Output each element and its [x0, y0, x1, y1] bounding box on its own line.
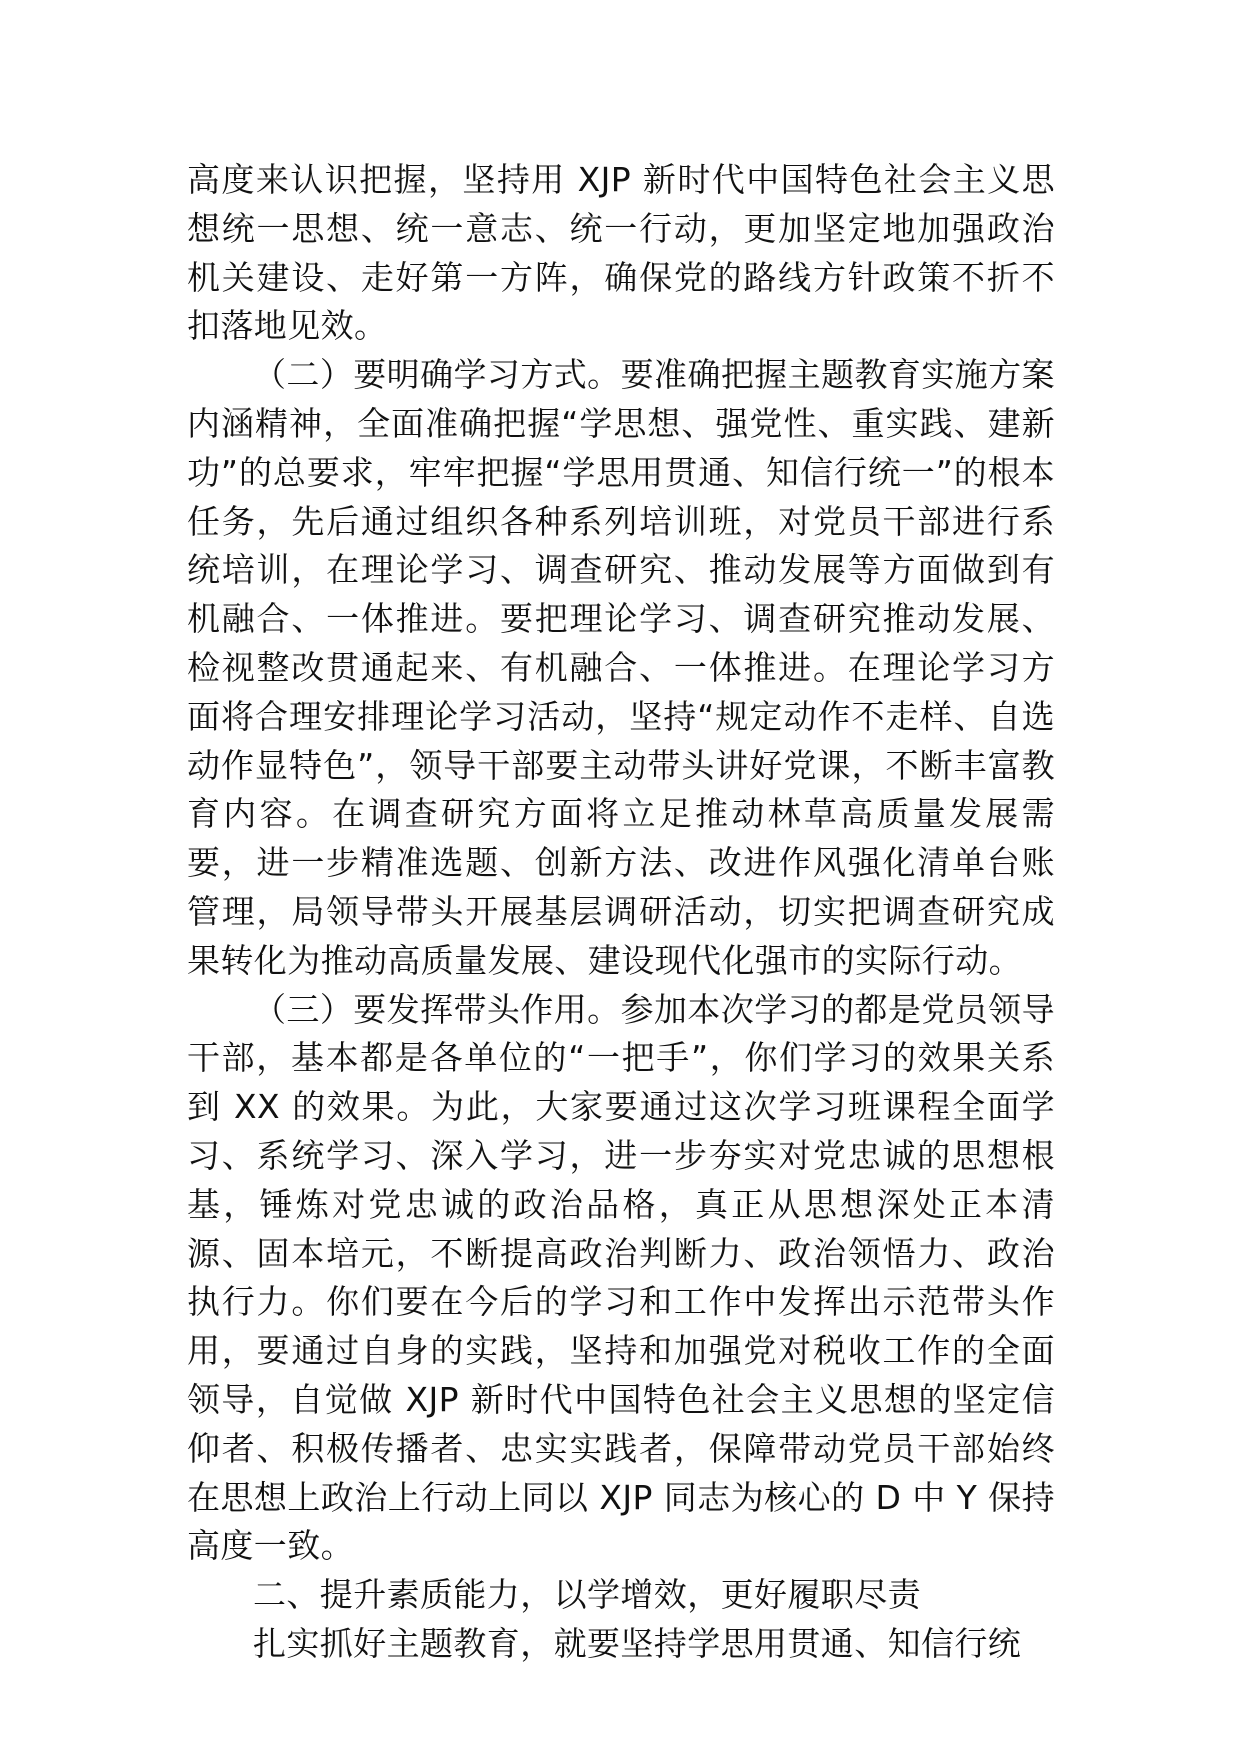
- paragraph-continuation: 高度来认识把握，坚持用 XJP 新时代中国特色社会主义思想统一思想、统一意志、统一行动，更加坚定地加强政治机关建设、走好第一方阵，确保党的路线方针政策不折不扣落地见效。: [187, 160, 1055, 346]
- document-body: [187, 156, 1055, 1669]
- paragraph-leading-role: （三）要发挥带头作用。参加本次学习的都是党员领导干部，基本都是各单位的“一把手”，你们学习的效果关系到 XX 的效果。为此，大家要通过这次学习班课程全面学习、系统学习、深入学习，进一步夯实对党忠诚的思想根基，锤炼对党忠诚的政治品格，真正从思想深处正本清源、固本培元，不断提高政治判断力、政治领悟力、政治执行力。你们要在今后的学习和工作中发挥出示范带头作用，要通过自身的实践，坚持和加强党对税收工作的全面领导，自觉做 XJP 新时代中国特色社会主义思想的坚定信仰者、积极传播者、忠实实践者，保障带动党员干部始终在思想上政治上行动上同以 XJP 同志为核心的 D 中 Y 保持高度一致。: [187, 989, 1055, 1566]
- section-heading: 二、提升素质能力，以学增效，更好履职尽责: [253, 1575, 921, 1615]
- paragraph-learning-method: （二）要明确学习方式。要准确把握主题教育实施方案内涵精神，全面准确把握“学思想、强党性、重实践、建新功”的总要求，牢牢把握“学思用贯通、知信行统一”的根本任务，先后通过组织各种系列培训班，对党员干部进行系统培训，在理论学习、调查研究、推动发展等方面做到有机融合、一体推进。要把理论学习、调查研究推动发展、检视整改贯通起来、有机融合、一体推进。在理论学习方面将合理安排理论学习活动，坚持“规定动作不走样、自选动作显特色”，领导干部要主动带头讲好党课，不断丰富教育内容。在调查研究方面将立足推动林草高质量发展需要，进一步精准选题、创新方法、改进作风强化清单台账管理，局领导带头开展基层调研活动，切实把调查研究成果转化为推动高质量发展、建设现代化强市的实际行动。: [187, 355, 1055, 980]
- paragraph-theme-education: 扎实抓好主题教育，就要坚持学思用贯通、知信行统: [253, 1623, 1022, 1663]
